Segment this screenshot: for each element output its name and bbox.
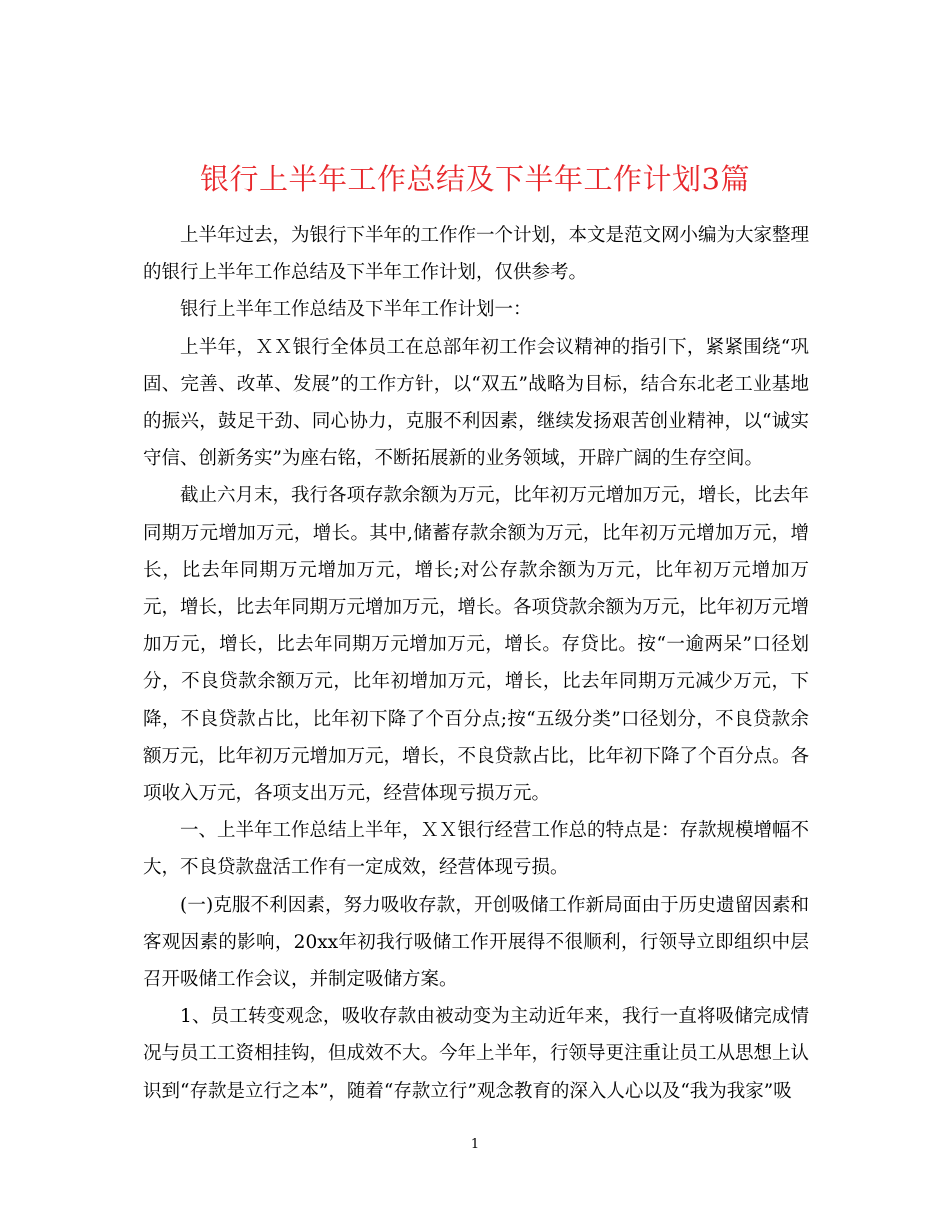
paragraph-overview: 上半年，ＸＸ银行全体员工在总部年初工作会议精神的指引下，紧紧围绕“巩固、完善、改革、发展”的工作方针，以“双五”战略为目标，结合东北老工业基地的振兴，鼓足干劲、同心协力，克服不利因素，继续发扬艰苦创业精神，以“诚实守信、创新务实”为座右铭，不断拓展新的业务领域，开辟广阔的生存空间。 (143, 336, 809, 470)
paragraph-summary: 一、上半年工作总结上半年，ＸＸ银行经营工作总的特点是：存款规模增幅不大，不良贷款盘活工作有一定成效，经营体现亏损。 (143, 820, 810, 879)
paragraph-item-1: 1、员工转变观念，吸收存款由被动变为主动近年来，我行一直将吸储完成情况与员工工资相挂钩，但成效不大。今年上半年，行领导更注重让员工从思想上认识到“存款是立行之本”，随着“存款立行”观念教育的深入人心以及“我为我家”吸 (143, 1006, 810, 1102)
paragraph-section-heading: 银行上半年工作总结及下半年工作计划一： (180, 299, 532, 321)
document-body (143, 217, 809, 1110)
paragraph-intro: 上半年过去，为银行下半年的工作作一个计划，本文是范文网小编为大家整理的银行上半年工作总结及下半年工作计划，仅供参考。 (143, 225, 810, 284)
paragraph-figures: 截止六月末，我行各项存款余额为万元，比年初万元增加万元，增长，比去年同期万元增加万元，增长。其中,储蓄存款余额为万元，比年初万元增加万元，增长，比去年同期万元增加万元，增长;对公存款余额为万元，比年初万元增加万元，增长，比去年同期万元增加万元，增长。各项贷款余额为万元，比年初万元增加万元，增长，比去年同期万元增加万元，增长。存贷比。按“一逾两呆”口径划分，不良贷款余额万元，比年初增加万元，增长，比去年同期万元减少万元，下降，不良贷款占比，比年初下降了个百分点;按“五级分类”口径划分，不良贷款余额万元，比年初万元增加万元，增长，不良贷款占比，比年初下降了个百分点。各项收入万元，各项支出万元，经营体现亏损万元。 (143, 485, 810, 805)
document-title: 银行上半年工作总结及下半年工作计划3篇 (200, 162, 750, 197)
page-number: 1 (470, 1137, 480, 1152)
paragraph-subsection-1: (一)克服不利因素，努力吸收存款，开创吸储工作新局面由于历史遗留因素和客观因素的影响，20xx年初我行吸储工作开展得不很顺利，行领导立即组织中层召开吸储工作会议，并制定吸储方案。 (143, 894, 809, 991)
